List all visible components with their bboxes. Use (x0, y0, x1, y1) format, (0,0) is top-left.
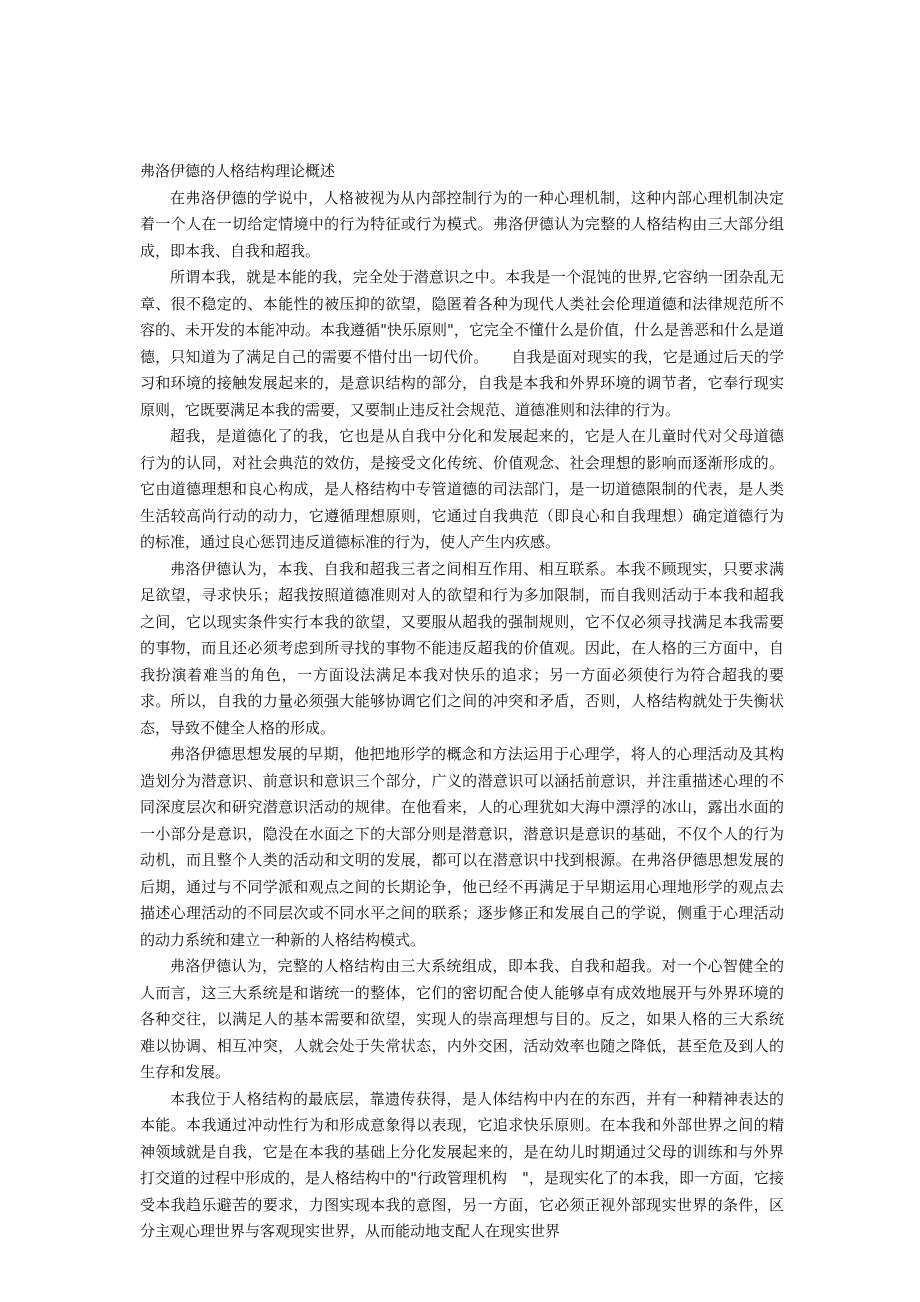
paragraph-interaction: 弗洛伊德认为，本我、自我和超我三者之间相互作用、相互联系。本我不顾现实，只要求满足欲望，寻求快乐；超我按照道德准则对人的欲望和行为多加限制，而自我则活动于本我和超我之间，它以现实条件实行本我的欲望，又要服从超我的强制规则，它不仅必须寻找满足本我需要的事物，而且还必须考虑到所寻找的事物不能违反超我的价值观。因此，在人格的三方面中，自我扮演着难当的角色，一方面设法满足本我对快乐的追求；另一方面必须使行为符合超我的要求。所以，自我的力量必须强大能够协调它们之间的冲突和矛盾，否则，人格结构就处于失衡状态，导致不健全人格的形成。 (140, 559, 784, 737)
paragraph-three-systems: 弗洛伊德认为，完整的人格结构由三大系统组成，即本我、自我和超我。对一个心智健全的人而言，这三大系统是和谐统一的整体，它们的密切配合使人能够卓有成效地展开与外界环境的各种交往，以满足人的基本需要和欲望，实现人的崇高理想与目的。反之，如果人格的三大系统难以协调、相互冲突，人就会处于失常状态，内外交困，活动效率也随之降低，甚至危及到人的生存和发展。 (140, 957, 784, 1081)
paragraph-intro: 在弗洛伊德的学说中，人格被视为从内部控制行为的一种心理机制，这种内部心理机制决定着一个人在一切给定情境中的行为特征或行为模式。弗洛伊德认为完整的人格结构由三大部分组成，即本我、自我和超我。 (140, 188, 784, 260)
paragraph-id-detail: 本我位于人格结构的最底层，靠遗传获得，是人体结构中内在的东西，并有一种精神表达的本能。本我通过冲动性行为和形成意象得以表现，它追求快乐原则。在本我和外部世界之间的精神领域就是自我，它是在本我的基础上分化发展起来的，是在幼儿时期通过父母的训练和与外界打交道的过程中形成的，是人格结构中的"行政管理机构 "，是现实化了的本我，即一方面，它接受本我趋乐避苦的要求，力图实现本我的意图，另一方面，它必须正视外部现实世界的条件，区分主观心理世界与客观现实世界，从而能动地支配人在现实世界 (140, 1089, 784, 1240)
paragraph-id-ego: 所谓本我，就是本能的我，完全处于潜意识之中。本我是一个混饨的世界,它容纳一团杂乱无章、很不稳定的、本能性的被压抑的欲望，隐匿着各种为现代人类社会伦理道德和法律规范所不容的、未开发的本能冲动。本我遵循"快乐原则"，它完全不懂什么是价值，什么是善恶和什么是道德，只知道为了满足自己的需要不惜付出一切代价。 自我是面对现实的我，它是通过后天的学习和环境的接触发展起来的，是意识结构的部分，自我是本我和外界环境的调节者，它奉行现实原则，它既要满足本我的需要，又要制止违反社会规范、道德准则和法律的行为。 (140, 268, 784, 419)
paragraph-topography: 弗洛伊德思想发展的早期，他把地形学的概念和方法运用于心理学，将人的心理活动及其构造划分为潜意识、前意识和意识三个部分，广义的潜意识可以涵括前意识，并注重描述心理的不同深度层次和研究潜意识活动的规律。在他看来，人的心理犹如大海中漂浮的冰山，露出水面的一小部分是意识，隐没在水面之下的大部分则是潜意识，潜意识是意识的基础，不仅个人的行为动机，而且整个人类的活动和文明的发展，都可以在潜意识中找到根源。在弗洛伊德思想发展的后期，通过与不同学派和观点之间的长期论争，他已经不再满足于早期运用心理地形学的观点去描述心理活动的不同层次或不同水平之间的联系；逐步修正和发展自己的学说，侧重于心理活动的动力系统和建立一种新的人格结构模式。 (140, 745, 784, 949)
document-title: 弗洛伊德的人格结构理论概述 (140, 162, 336, 180)
document-page (140, 158, 784, 1245)
paragraph-superego: 超我，是道德化了的我，它也是从自我中分化和发展起来的，它是人在儿童时代对父母道德行为的认同，对社会典范的效仿，是接受文化传统、价值观念、社会理想的影响而逐渐形成的。它由道德理想和良心构成，是人格结构中专管道德的司法部门，是一切道德限制的代表，是人类生活较高尚行动的动力，它遵循理想原则，它通过自我典范（即良心和自我理想）确定道德行为的标准，通过良心惩罚违反道德标准的行为，使人产生内疚感。 (140, 427, 784, 551)
